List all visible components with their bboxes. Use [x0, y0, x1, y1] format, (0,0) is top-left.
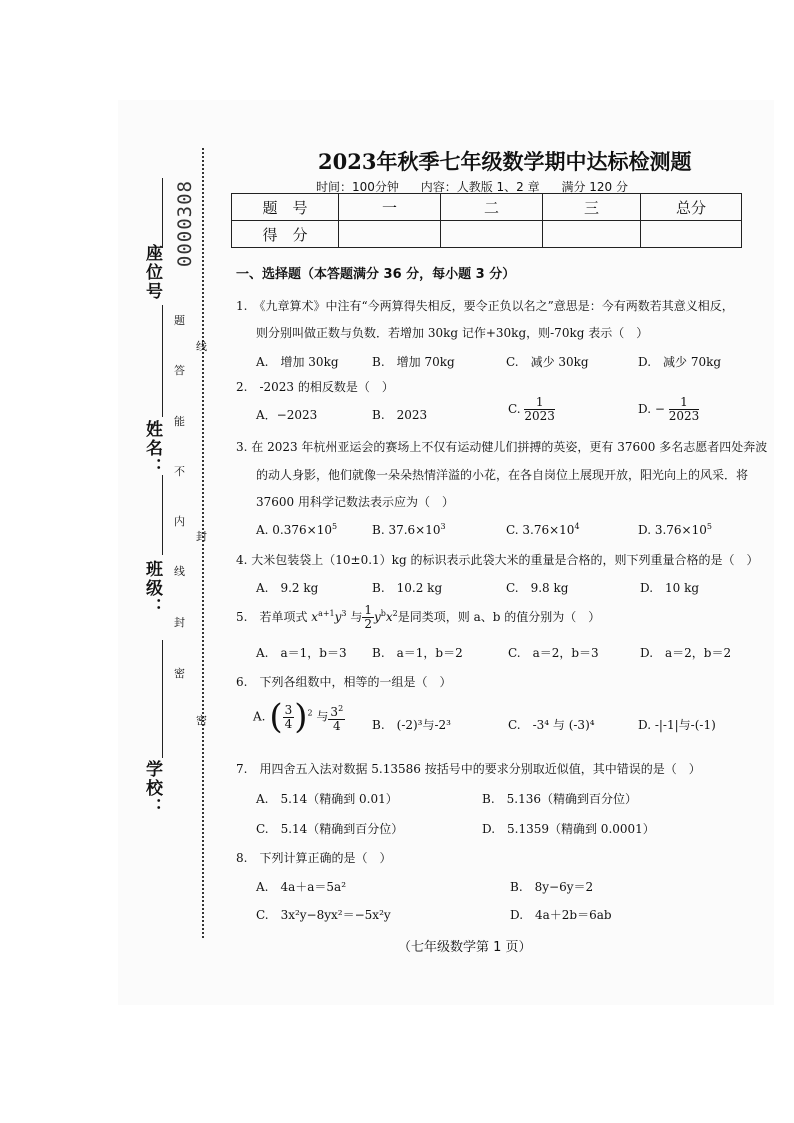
q3-option-c [506, 522, 580, 537]
score-table [231, 193, 742, 248]
denominator: 2023 [524, 409, 555, 423]
notice-char: 不 [174, 465, 185, 478]
q2-c-prefix: C. [508, 402, 521, 416]
q7-option-d: D. 5.1359（精确到 0.0001） [482, 822, 655, 836]
q3-option-d [638, 522, 712, 537]
question-1-line2: 则分别叫做正数与负数．若增加 30kg 记作+30kg，则-70kg 表示（ ） [256, 326, 649, 340]
class-line [162, 475, 163, 555]
q8-option-a: A. 4a＋a＝5a² [256, 880, 347, 894]
q5-mono2-b: x [385, 610, 393, 624]
question-3-line1: 3. 在 2023 年杭州亚运会的赛场上不仅有运动健儿们拼搏的英姿，更有 37600 多名志愿者四处奔波 [236, 440, 768, 454]
base: 3 [330, 704, 339, 719]
question-3-line2: 的动人身影，他们就像一朵朵热情洋溢的小花，在各自岗位上展现开放，阳光向上的风采．将 [256, 468, 749, 482]
q5-option-a: A. a＝1，b＝3 [256, 646, 347, 660]
q8-option-d: D. 4a＋2b＝6ab [510, 908, 612, 922]
q3-option-a [256, 522, 337, 537]
line-mark: 线 [196, 340, 207, 353]
q6-a-fraction [283, 704, 295, 731]
q7-option-b: B. 5.136（精确到百分位） [482, 792, 637, 806]
left-paren: ( [269, 697, 283, 737]
q5-with: 与 [350, 610, 363, 624]
question-2-stem: 2. -2023 的相反数是（ ） [236, 380, 394, 394]
content-info: 内容：人教版 1、2 章 [420, 180, 540, 194]
q3-option-b [372, 522, 446, 537]
q6-option-a [253, 697, 345, 737]
q5-mono2-exp: b [380, 609, 386, 618]
name-line [162, 305, 163, 417]
q3-b-exp: 3 [440, 522, 446, 531]
q4-option-a: A. 9.2 kg [256, 581, 319, 595]
q6-a-prefix: A. [253, 709, 266, 724]
notice-char: 答 [174, 364, 185, 377]
q2-option-b: B. 2023 [372, 408, 428, 422]
q5-option-d: D. a＝2，b＝2 [640, 646, 732, 660]
numerator: 1 [669, 396, 700, 410]
q5-option-b: B. a＝1，b＝2 [372, 646, 463, 660]
section-heading: 一、选择题（本答题满分 36 分，每小题 3 分） [236, 267, 516, 282]
score-cell: 三 [543, 194, 641, 221]
question-1-line1: 1. 《九章算术》中注有“今两算得失相反，要令正负以名之”意思是：今有两数若其意义相反， [236, 299, 734, 313]
score-input-cell[interactable] [543, 221, 641, 248]
denominator: 4 [284, 716, 293, 731]
q7-option-a: A. 5.14（精确到 0.01） [256, 792, 398, 806]
q5-post: 是同类项，则 a、b 的值分别为（ ） [397, 610, 601, 624]
q5-mono1-b: y [334, 610, 342, 624]
question-3-line3: 37600 用科学记数法表示应为（ ） [256, 495, 454, 509]
q3-c-exp: 4 [574, 522, 580, 531]
q5-mono2-b-exp: 2 [392, 609, 398, 618]
q2-option-d [638, 396, 699, 423]
numerator [328, 702, 345, 720]
q1-option-b: B. 增加 70kg [372, 355, 455, 369]
q3-a-base: A. 0.376×10 [256, 523, 332, 537]
q3-b-base: B. 37.6×10 [372, 523, 441, 537]
q8-option-b: B. 8y−6y＝2 [510, 880, 594, 894]
denominator: 4 [332, 718, 341, 733]
school-label: 学校： [142, 760, 162, 817]
q8-option-c: C. 3x²y−8yx²＝−5x²y [256, 908, 391, 922]
numerator: 1 [364, 603, 372, 617]
exam-title: 2023年秋季七年级数学期中达标检测题 [318, 149, 692, 174]
name-label: 姓名： [142, 420, 162, 477]
q3-d-base: D. 3.76×10 [638, 523, 707, 537]
q6-a-with: 与 [316, 709, 329, 724]
full-score-info: 满分 120 分 [561, 180, 629, 194]
q6-a-exp: 2 [307, 708, 313, 718]
q6-a2-fraction [328, 702, 345, 733]
q4-option-d: D. 10 kg [640, 581, 700, 595]
class-label: 班级： [142, 560, 162, 617]
q5-pre: 5. 若单项式 [236, 610, 308, 624]
question-7-stem: 7. 用四舍五入法对数据 5.13586 按括号中的要求分别取近似值，其中错误的是（ ） [236, 762, 701, 776]
question-6-stem: 6. 下列各组数中，相等的一组是（ ） [236, 675, 452, 689]
q4-option-c: C. 9.8 kg [506, 581, 569, 595]
score-cell: 总分 [641, 194, 742, 221]
secret-mark: 密 [196, 714, 207, 727]
notice-char: 封 [174, 616, 185, 629]
notice-char: 内 [174, 515, 185, 528]
seat-line [162, 178, 163, 248]
q3-d-exp: 5 [706, 522, 712, 531]
numerator: 3 [284, 702, 293, 717]
serial-number: 0000308 [174, 180, 196, 268]
seat-label: 座位号 [142, 244, 162, 301]
notice-char: 题 [174, 314, 185, 327]
notice-char: 密 [174, 667, 185, 680]
q2-c-fraction [524, 396, 555, 423]
question-5-stem [236, 604, 600, 631]
score-table-header-row [232, 194, 742, 221]
q5-mono1: x [311, 610, 319, 624]
q3-a-exp: 5 [331, 522, 338, 531]
q2-option-c [508, 396, 555, 423]
score-cell: 题 号 [232, 194, 339, 221]
q4-option-b: B. 10.2 kg [372, 581, 443, 595]
page-footer: （七年级数学第 1 页） [398, 940, 532, 955]
q5-mono1-b-exp: 3 [341, 609, 347, 618]
question-4-stem: 4. 大米包装袋上（10±0.1）kg 的标识表示此袋大米的重量是合格的，则下列重量合格的是（ ） [236, 553, 759, 567]
denominator: 2 [364, 617, 372, 631]
seal-mark: 封 [196, 530, 207, 543]
q2-d-prefix: D. − [638, 402, 665, 416]
right-paren: ) [294, 697, 308, 737]
score-input-cell[interactable] [441, 221, 543, 248]
score-input-cell[interactable] [641, 221, 742, 248]
score-table-score-row [232, 221, 742, 248]
score-input-cell[interactable] [339, 221, 441, 248]
q1-option-a: A. 增加 30kg [256, 355, 339, 369]
numerator: 1 [524, 396, 555, 410]
q5-option-c: C. a＝2，b＝3 [508, 646, 599, 660]
time-info: 时间：100分钟 [316, 180, 399, 194]
q6-option-b: B. (-2)³与-2³ [372, 718, 451, 732]
notice-char: 能 [174, 415, 185, 428]
q5-mono2: y [373, 610, 381, 624]
school-line [162, 640, 163, 758]
q3-c-base: C. 3.76×10 [506, 523, 575, 537]
score-cell: 得 分 [232, 221, 339, 248]
denominator: 2023 [668, 409, 700, 423]
q5-mono1-exp: a+1 [318, 609, 335, 618]
exp: 2 [338, 703, 344, 713]
q1-option-d: D. 减少 70kg [638, 355, 722, 369]
notice-char: 线 [174, 565, 185, 578]
q6-option-d: D. -|-1|与-(-1) [638, 718, 716, 732]
question-8-stem: 8. 下列计算正确的是（ ） [236, 851, 392, 865]
q2-option-a: A．−2023 [256, 408, 318, 422]
q6-option-c: C. -3⁴ 与 (-3)⁴ [508, 718, 595, 732]
q2-d-fraction [669, 396, 700, 423]
q5-fraction [362, 604, 374, 631]
q1-option-c: C. 减少 30kg [506, 355, 589, 369]
score-cell: 一 [339, 194, 441, 221]
score-cell: 二 [441, 194, 543, 221]
q7-option-c: C. 5.14（精确到百分位） [256, 822, 404, 836]
